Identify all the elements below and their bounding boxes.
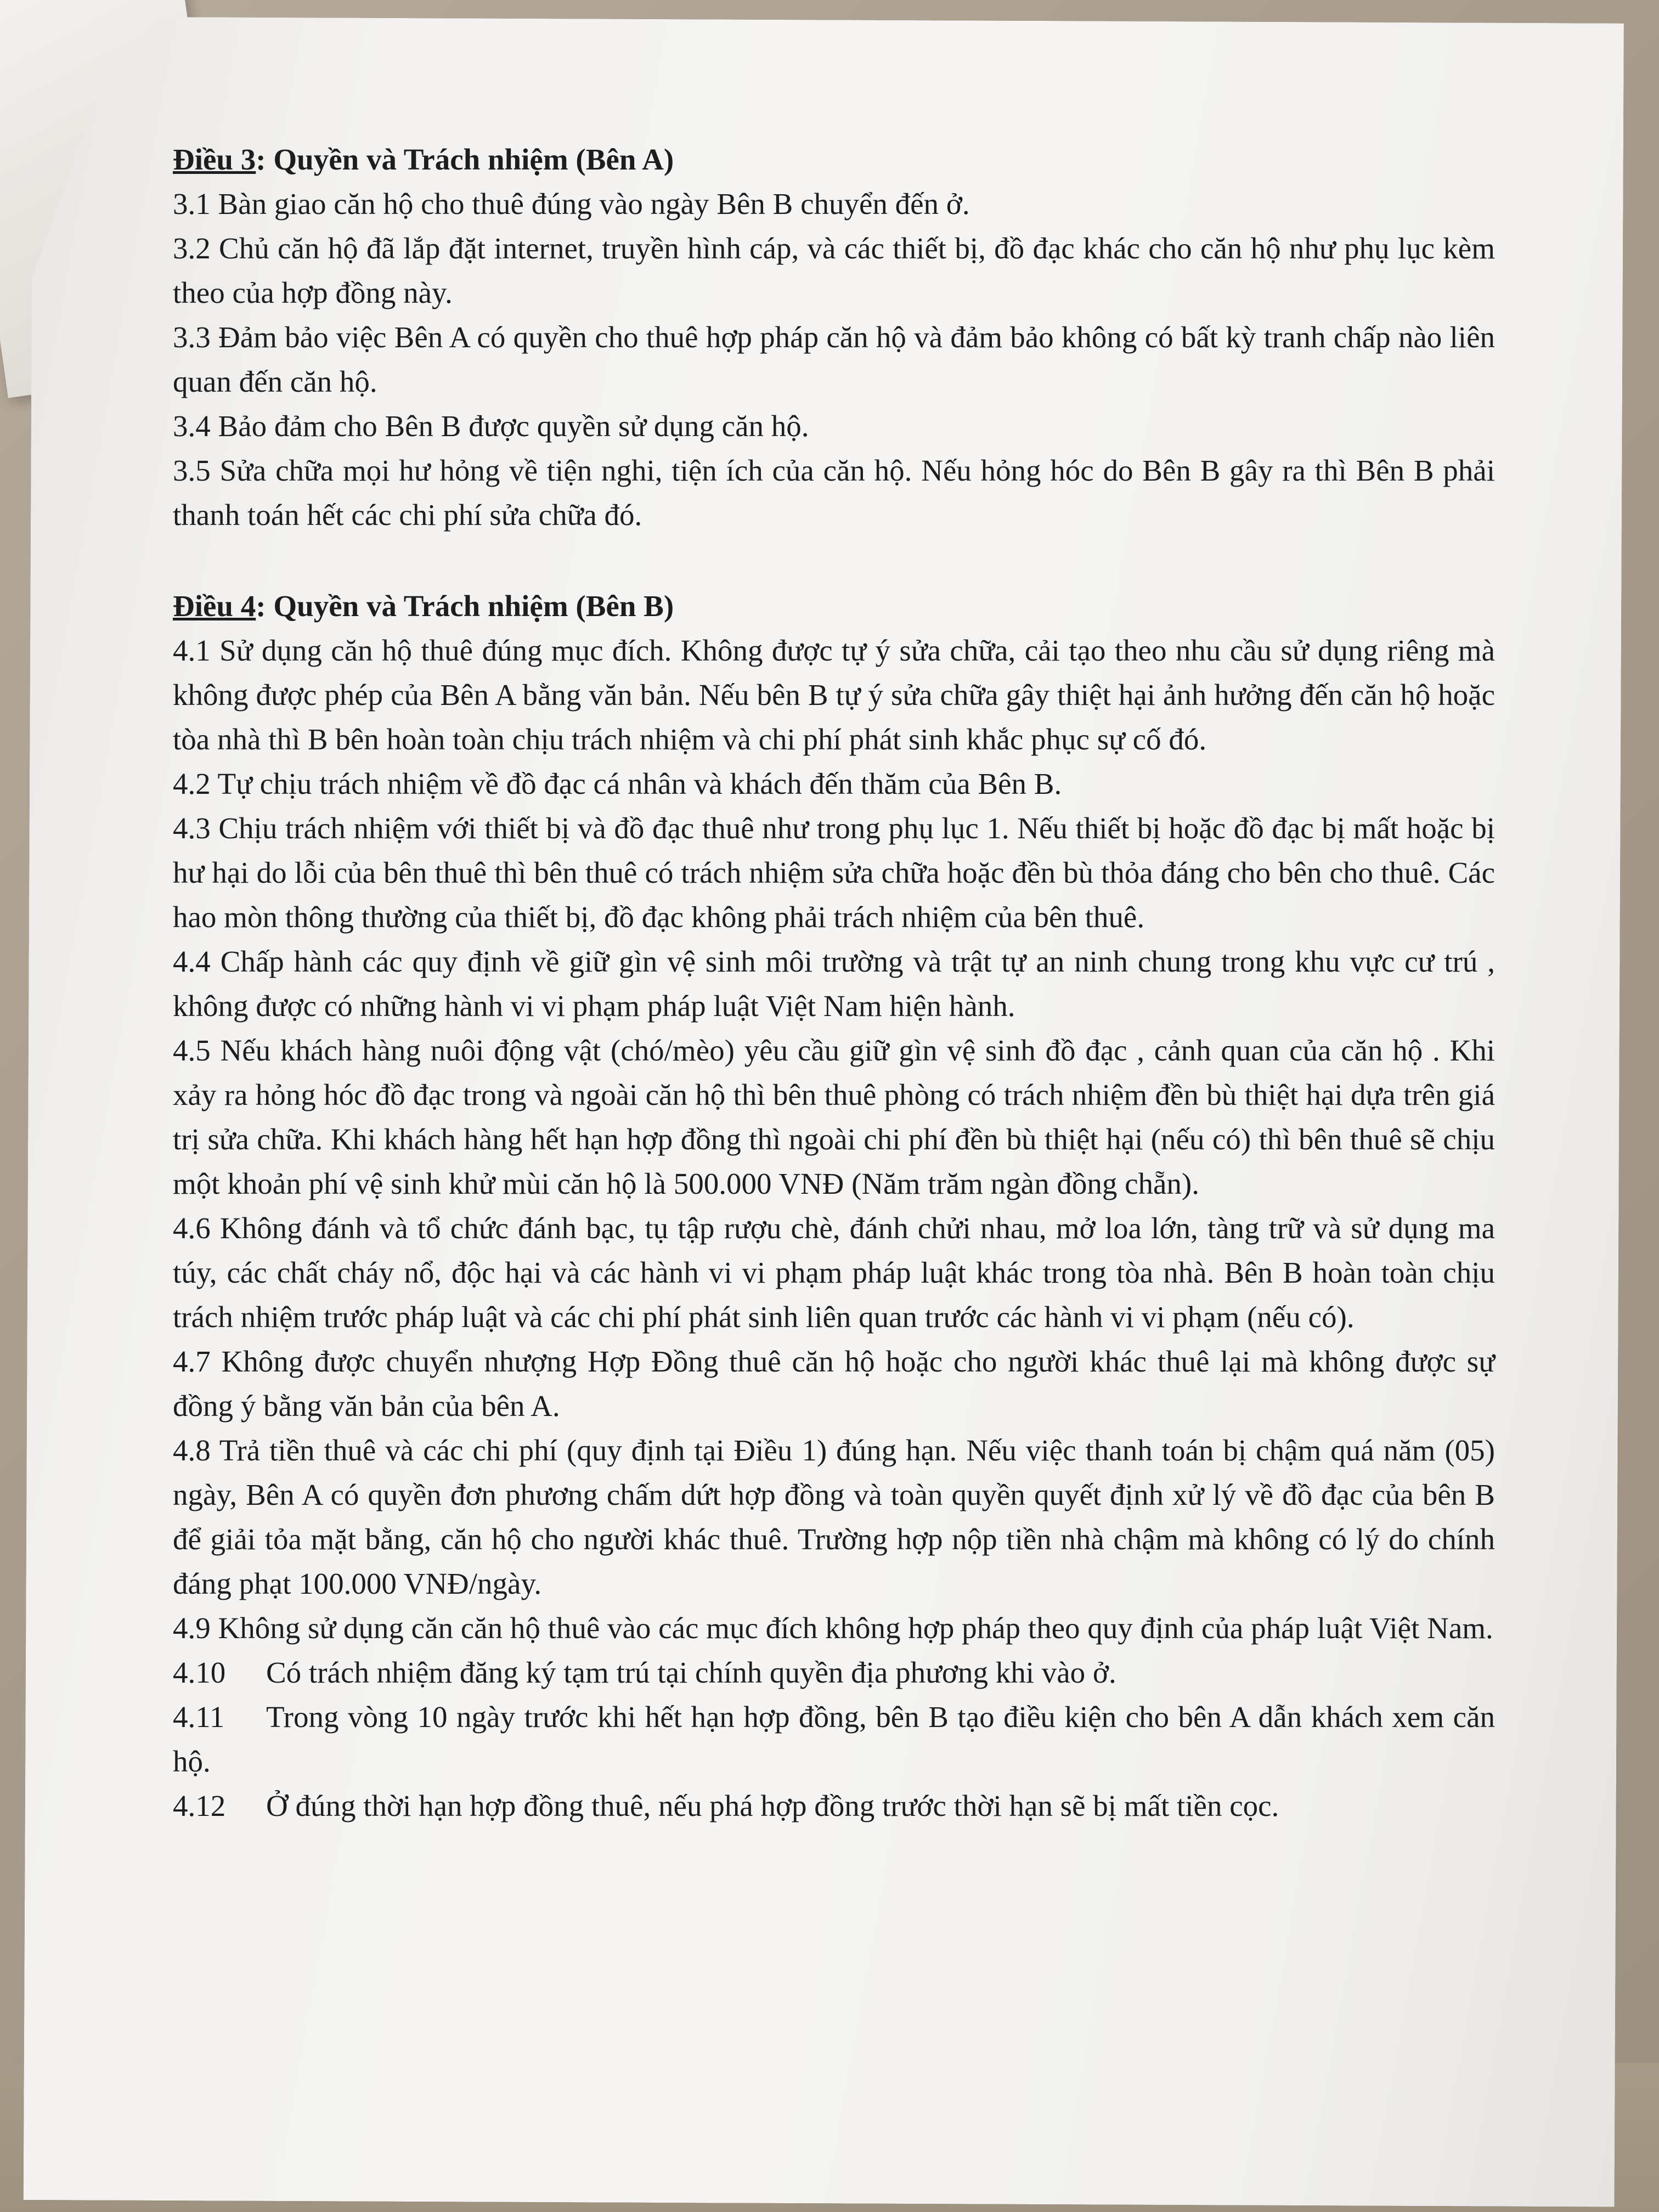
article-3-heading (173, 137, 1495, 182)
section-gap (173, 537, 1495, 584)
article-4-numbered-item (173, 1650, 1495, 1695)
article-4-heading (173, 584, 1495, 628)
article-4-item: 4.6 Không đánh và tổ chức đánh bạc, tụ tập rượu chè, đánh chửi nhau, mở loa lớn, tàng trữ và sử dụng ma túy, các chất cháy nổ, độc hại và các hành vi vi phạm pháp luật khác trong tòa nhà. Bên B hoàn toàn chịu trách nhiệm trước pháp luật và các chi phí phát sinh liên quan trước các hành vi vi phạm (nếu có). (173, 1211, 1495, 1334)
article-3-separator: : (256, 143, 274, 176)
article-4-item: 4.3 Chịu trách nhiệm với thiết bị và đồ đạc thuê như trong phụ lục 1. Nếu thiết bị hoặc đồ đạc bị mất hoặc bị hư hại do lỗi của bên thuê thì bên thuê có trách nhiệm sửa chữa hoặc đền bù thỏa đáng cho bên cho thuê. Các hao mòn thông thường của thiết bị, đồ đạc không phải trách nhiệm của bên thuê. (173, 811, 1495, 934)
contract-content (173, 137, 1495, 1828)
article-3-label: Điều 3 (173, 143, 256, 176)
article-4-title: Quyền và Trách nhiệm (Bên B) (273, 589, 674, 623)
article-4-item: 4.2 Tự chịu trách nhiệm về đồ đạc cá nhân và khách đến thăm của Bên B. (173, 767, 1062, 800)
article-4-item: 4.1 Sử dụng căn hộ thuê đúng mục đích. Không được tự ý sửa chữa, cải tạo theo nhu cầu sử dụng riêng mà không được phép của Bên A bằng văn bản. Nếu bên B tự ý sửa chữa gây thiệt hại ảnh hưởng đến căn hộ hoặc tòa nhà thì B bên hoàn toàn chịu trách nhiệm và chi phí phát sinh khắc phục sự cố đó. (173, 634, 1495, 756)
item-number: 4.12 (173, 1789, 226, 1822)
article-4-separator: : (256, 589, 274, 623)
article-4-item: 4.4 Chấp hành các quy định về giữ gìn vệ sinh môi trường và trật tự an ninh chung trong khu vực cư trú , không được có những hành vi vi phạm pháp luật Việt Nam hiện hành. (173, 945, 1495, 1023)
article-3-item: 3.3 Đảm bảo việc Bên A có quyền cho thuê hợp pháp căn hộ và đảm bảo không có bất kỳ tranh chấp nào liên quan đến căn hộ. (173, 320, 1495, 398)
article-4-item: 4.5 Nếu khách hàng nuôi động vật (chó/mèo) yêu cầu giữ gìn vệ sinh đồ đạc , cảnh quan của căn hộ . Khi xảy ra hỏng hóc đồ đạc trong và ngoài căn hộ thì bên thuê phòng có trách nhiệm đền bù thiệt hại dựa trên giá trị sửa chữa. Khi khách hàng hết hạn hợp đồng thì ngoài chi phí đền bù thiệt hại (nếu có) thì bên thuê sẽ chịu một khoản phí vệ sinh khử mùi căn hộ là 500.000 VNĐ (Năm trăm ngàn đồng chẵn). (173, 1034, 1495, 1200)
article-4-numbered-item (173, 1784, 1495, 1828)
article-4-label: Điều 4 (173, 589, 256, 623)
article-3-item: 3.4 Bảo đảm cho Bên B được quyền sử dụng căn hộ. (173, 409, 809, 443)
item-text: Trong vòng 10 ngày trước khi hết hạn hợp đồng, bên B tạo điều kiện cho bên A dẫn khách xem căn hộ. (173, 1700, 1495, 1778)
article-3-item: 3.5 Sửa chữa mọi hư hỏng về tiện nghi, tiện ích của căn hộ. Nếu hỏng hóc do Bên B gây ra thì Bên B phải thanh toán hết các chi phí sửa chữa đó. (173, 454, 1495, 532)
article-3-item: 3.2 Chủ căn hộ đã lắp đặt internet, truyền hình cáp, và các thiết bị, đồ đạc khác cho căn hộ như phụ lục kèm theo của hợp đồng này. (173, 232, 1495, 309)
article-4-numbered-item (173, 1695, 1495, 1784)
article-3-item: 3.1 Bàn giao căn hộ cho thuê đúng vào ngày Bên B chuyển đến ở. (173, 187, 970, 221)
article-3-title: Quyền và Trách nhiệm (Bên A) (273, 143, 674, 176)
article-4-item: 4.7 Không được chuyển nhượng Hợp Đồng thuê căn hộ hoặc cho người khác thuê lại mà không được sự đồng ý bằng văn bản của bên A. (173, 1345, 1495, 1423)
article-4-item: 4.9 Không sử dụng căn căn hộ thuê vào các mục đích không hợp pháp theo quy định của pháp luật Việt Nam. (173, 1611, 1493, 1645)
item-text: Ở đúng thời hạn hợp đồng thuê, nếu phá hợp đồng trước thời hạn sẽ bị mất tiền cọc. (266, 1789, 1279, 1822)
item-text: Có trách nhiệm đăng ký tạm trú tại chính quyền địa phương khi vào ở. (266, 1656, 1116, 1689)
item-number: 4.11 (173, 1700, 225, 1734)
article-4-item: 4.8 Trả tiền thuê và các chi phí (quy định tại Điều 1) đúng hạn. Nếu việc thanh toán bị chậm quá năm (05) ngày, Bên A có quyền đơn phương chấm dứt hợp đồng và toàn quyền quyết định xử lý về đồ đạc của bên B để giải tỏa mặt bằng, căn hộ cho người khác thuê. Trường hợp nộp tiền nhà chậm mà không có lý do chính đáng phạt 100.000 VNĐ/ngày. (173, 1434, 1495, 1600)
item-number: 4.10 (173, 1656, 226, 1689)
